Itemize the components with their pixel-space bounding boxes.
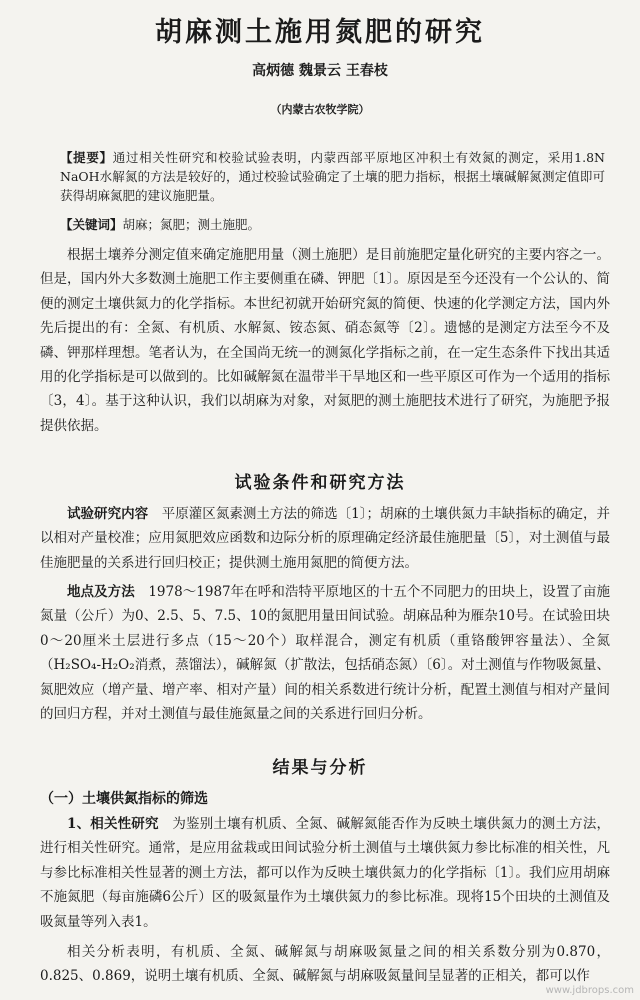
correlation-text: 为鉴别土壤有机质、全氮、碱解氮能否作为反映土壤供氮力的测土方法，进行相关性研究。通常，是应用盆栽或田间试验分析土测值与土壤供氮力参比标准的相关性，凡与参比标准相关性显著的测土方法，都可以作为反映土壤供氮力的化学指标〔1〕。我们应用胡麻不施氮肥（每亩施磷6公斤）区的吸氮量作为土壤供氮力的参比标准。现将15个田块的土测值及吸氮量等列入表1。 xyxy=(40,816,610,930)
correlation-analysis-paragraph: 相关分析表明，有机质、全氮、碱解氮与胡麻吸氮量之间的相关系数分别为0.870，0.825、0.869，说明土壤有机质、全氮、碱解氮与胡麻吸氮量间呈显著的正相关，都可以作 xyxy=(40,944,610,985)
correlation-label: 1、相关性研究 xyxy=(67,816,159,832)
keywords-text: 胡麻；氮肥；测土施肥。 xyxy=(122,217,261,232)
site-method-paragraph xyxy=(40,580,610,726)
research-content-text: 平原灌区氮素测土方法的筛选〔1〕；胡麻的土壤供氮力丰缺指标的确定，并以相对产量校准；应用氮肥效应函数和边际分析的原理确定经济最佳施肥量〔5〕，对土测值与最佳施肥量的关系进行回归校正；提供测土施用氮肥的简便方法。 xyxy=(40,506,611,571)
keywords-label: 【关键词】 xyxy=(60,217,123,232)
site-method-label: 地点及方法 xyxy=(67,584,135,600)
correlation-paragraph xyxy=(40,812,610,934)
abstract-text: 通过相关性研究和校验试验表明，内蒙西部平原地区冲积土有效氮的测定，采用1.8N NaOH水解氮的方法是较好的，通过校验试验确定了土壤的肥力指标，根据土壤碱解氮测定值即可获得胡麻氮肥的建议施肥量。 xyxy=(60,150,605,203)
subsection-heading: （一）土壤供氮指标的筛选 xyxy=(40,791,208,807)
research-content-paragraph xyxy=(40,502,610,575)
affiliation: （内蒙古农牧学院） xyxy=(270,103,370,116)
watermark: www.jdbrops.com xyxy=(545,985,634,996)
authors: 高炳德 魏景云 王春枝 xyxy=(252,63,388,79)
abstract xyxy=(60,148,605,205)
paper-title: 胡麻测土施用氮肥的研究 xyxy=(155,17,485,48)
section-heading-results: 结果与分析 xyxy=(272,758,368,778)
section-heading-methods: 试验条件和研究方法 xyxy=(234,473,406,493)
keywords xyxy=(60,215,605,234)
abstract-label: 【提要】 xyxy=(60,150,113,165)
intro-paragraph: 根据土壤养分测定值来确定施肥用量（测土施肥）是目前施肥定量化研究的主要内容之一。但是，国内外大多数测土施肥工作主要侧重在磷、钾肥〔1〕。原因是至今还没有一个公认的、简便的测定土壤供氮力的化学指标。本世纪初就开始研究氮的简便、快速的化学测定方法，国内外先后提出的有：全氮、有机质、水解氮、铵态氮、硝态氮等〔2〕。遗憾的是测定方法至今不及磷、钾那样理想。笔者认为，在全国尚无统一的测氮化学指标之前，在一定生态条件下找出其适用的化学指标是可以做到的。比如碱解氮在温带半干旱地区和一些平原区可作为一个适用的指标〔3，4〕。基于这种认识，我们以胡麻为对象，对氮肥的测土施肥技术进行了研究，为施肥予报提供依据。 xyxy=(40,247,610,434)
research-content-label: 试验研究内容 xyxy=(67,506,149,522)
site-method-text: 1978～1987年在呼和浩特平原地区的十五个不同肥力的田块上，设置了亩施氮量（公斤）为0、2.5、5、7.5、10的氮肥用量田间试验。胡麻品种为雁杂10号。在试验田块0～20厘米土层进行多点（15～20个）取样混合，测定有机质（重铬酸钾容量法）、全氮（H₂SO₄-H₂O₂消煮，蒸馏法），碱解氮（扩散法，包括硝态氮）〔6〕。对土测值与作物吸氮量、氮肥效应（增产量、增产率、相对产量）间的相关系数进行统计分析，配置土测值与相对产量间的回归方程，并对土测值与最佳施氮量之间的关系进行回归分析。 xyxy=(40,584,611,723)
